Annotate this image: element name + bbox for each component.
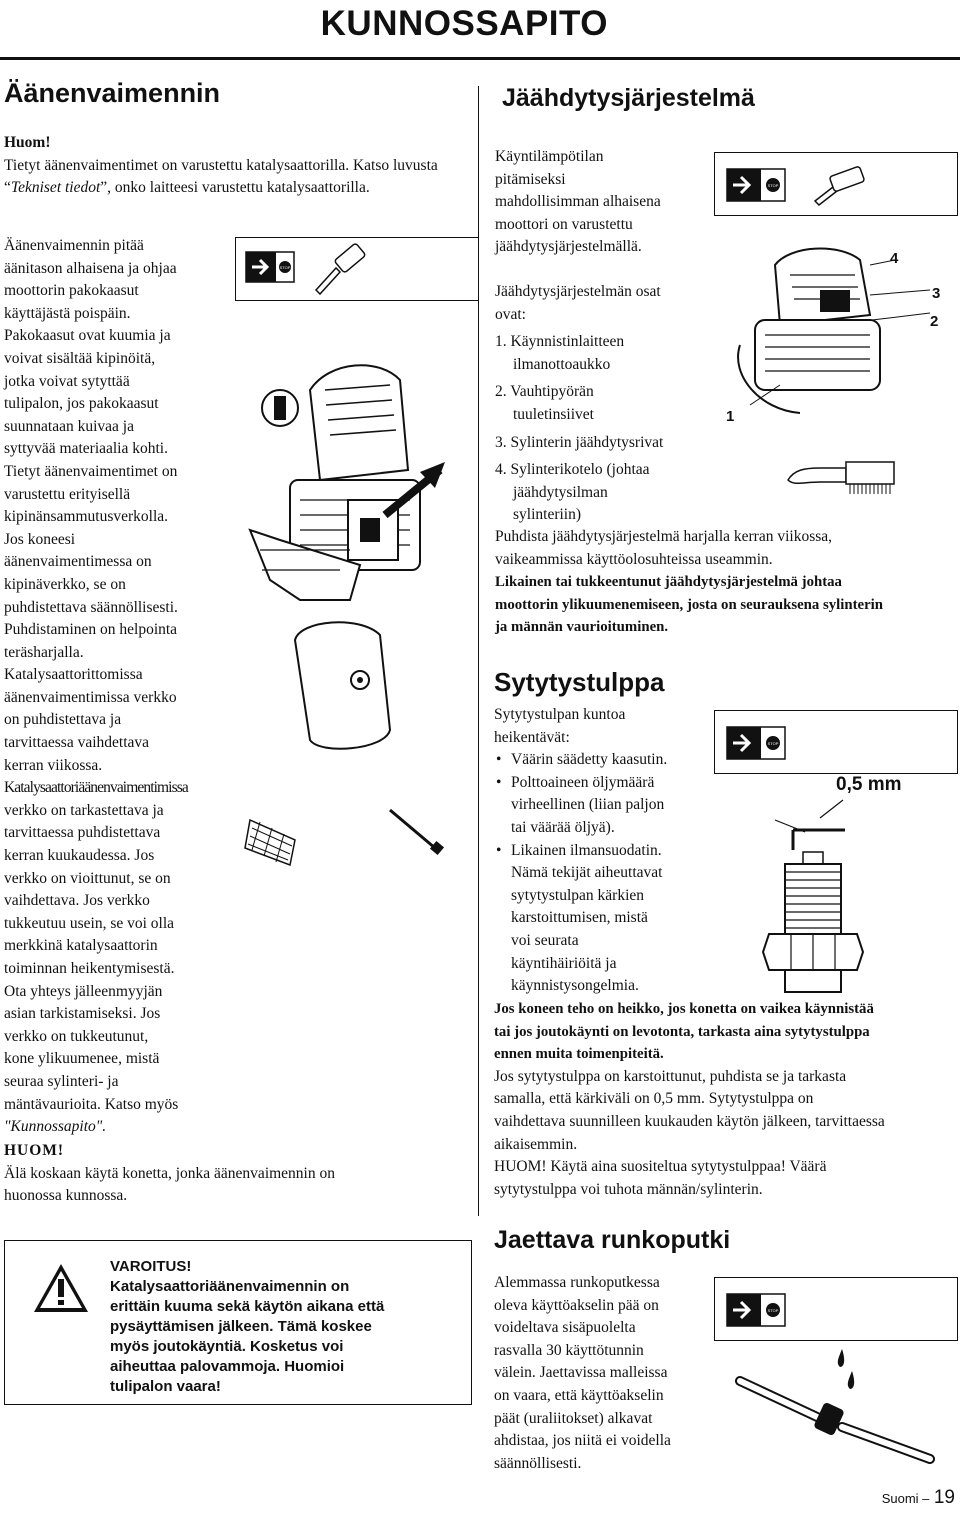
muffler-text-line: toiminnan heikentymisestä. <box>4 960 175 977</box>
cooling-clean-line: vaikeammissa käyttöolosuhteissa useammin. <box>495 550 773 568</box>
muffler-text-line: on puhdistettava ja <box>4 711 122 729</box>
muffler-text-line: kone ylikuumenee, mistä <box>4 1050 160 1068</box>
spark-body-line: samalla, että kärkiväli on 0,5 mm. Sytytystulppa on <box>494 1090 814 1108</box>
muffler-final-line: Älä koskaan käytä konetta, jonka äänenvaimennin on <box>4 1164 335 1182</box>
shaft-line: on vaara, että käyttöakselin <box>494 1386 664 1404</box>
warning-line: Katalysaattoriäänenvaimennin on <box>110 1278 350 1295</box>
svg-text:STOP: STOP <box>767 183 779 188</box>
muffler-illustration <box>240 350 476 870</box>
cooling-intro-line: Käyntilämpötilan <box>495 148 604 165</box>
muffler-intro <box>4 132 474 200</box>
svg-text:STOP: STOP <box>767 1308 779 1313</box>
shaft-line: säännöllisesti. <box>494 1454 582 1472</box>
muffler-text-line: tarvittaessa puhdistettava <box>4 824 161 842</box>
shaft-line: rasvalla 30 käyttötunnin <box>494 1341 644 1359</box>
warning-text <box>110 1257 384 1397</box>
cooling-part-item <box>495 331 725 376</box>
spark-body-line: sytytystulppa voi tuhota männän/sylinterin. <box>494 1180 763 1198</box>
cooling-intro-line: jäähdytysjärjestelmällä. <box>495 238 642 256</box>
shaft-line: välein. Jaettavissa malleissa <box>494 1364 668 1382</box>
section-heading-muffler: Äänenvaimennin <box>4 78 221 108</box>
cooling-clean-line: Puhdista jäähdytysjärjestelmä harjalla kerran viikossa, <box>495 528 833 545</box>
cooling-part-line: 4. Sylinterikotelo (johtaa <box>495 461 650 479</box>
spark-bold-line: ennen muita toimenpiteitä. <box>494 1046 664 1063</box>
muffler-text-line: verkko on tukkeutunut, <box>4 1027 149 1045</box>
spark-body-line: Jos sytytystulppa on karstoittunut, puhdista se ja tarkasta <box>494 1067 847 1085</box>
muffler-text-line: Puhdistaminen on helpointa <box>4 621 178 639</box>
muffler-text-line: kerran kuukaudessa. Jos <box>4 847 155 865</box>
warning-line: pysäyttämisen jälkeen. Tämä koskee <box>110 1318 372 1335</box>
muffler-text-line: varustettu erityisellä <box>4 485 131 503</box>
muffler-intro-text: Tietyt äänenvaimentimet on varustettu katalysaattorilla. Katso luvusta “Tekniset tiedot”, onko laitteesi varustettu katalysaattorilla. <box>4 156 438 197</box>
shaft-body <box>494 1272 724 1475</box>
footer-language: Suomi – <box>881 1491 930 1506</box>
spark-intro <box>494 704 709 998</box>
shaft-line: oleva käyttöakselin pää on <box>494 1296 659 1314</box>
spark-body-line: HUOM! Käytä aina suositeltua sytytystulppaa! Väärä <box>494 1158 827 1176</box>
footer-page-number: 19 <box>933 1487 955 1508</box>
notice-icon-shaft <box>714 1277 958 1341</box>
cooling-part-item <box>495 432 725 455</box>
muffler-text-line: kipinäverkko, se on <box>4 575 126 593</box>
label-4: 4 <box>890 250 899 267</box>
cooling-part-line: 1. Käynnistinlaitteen <box>495 333 625 351</box>
cooling-part-item <box>495 459 725 527</box>
muffler-text-line: vaihdettava. Jos verkko <box>4 892 150 910</box>
section-heading-cooling: Jäähdytysjärjestelmä <box>502 84 755 112</box>
cooling-part-line: 3. Sylinterin jäähdytysrivat <box>495 433 664 451</box>
muffler-text-line: äänitason alhaisena ja ohjaa <box>4 259 177 277</box>
muffler-text-line: kipinänsammutusverkolla. <box>4 508 169 526</box>
warning-title: VAROITUS! <box>110 1258 192 1275</box>
spark-bullet-line: voi seurata <box>511 931 579 949</box>
catalytic-line: Katalysaattoriäänenvaimentimissa <box>4 779 188 797</box>
muffler-final-line: huonossa kunnossa. <box>4 1187 128 1205</box>
spark-intro-line: Sytytystulpan kuntoa <box>494 706 626 723</box>
cooling-parts-intro-line: Jäähdytysjärjestelmän osat <box>495 283 661 300</box>
cooling-warning-line: Likainen tai tukkeentunut jäähdytysjärjestelmä johtaa <box>495 574 842 591</box>
muffler-text-line: verkko on tarkastettava ja <box>4 801 164 819</box>
cooling-part-line: jäähdytysilman <box>513 483 608 501</box>
spark-bullet-line: käyntihäiriöitä ja <box>511 954 617 972</box>
muffler-text-line: verkko on vioittunut, se on <box>4 869 171 887</box>
page-header-title: KUNNOSSAPITO <box>320 4 608 43</box>
spark-bold-line: tai jos joutokäynti on levotonta, tarkasta aina sytytystulppa <box>494 1023 870 1040</box>
label-3: 3 <box>932 285 941 302</box>
spark-plug-illustration <box>745 790 885 1000</box>
svg-text:STOP: STOP <box>279 265 291 270</box>
warning-line: myös joutokäyntiä. Kosketus voi <box>110 1338 344 1355</box>
label-1: 1 <box>726 408 735 425</box>
muffler-text-line: merkkinä katalysaattorin <box>4 937 158 955</box>
spark-bullet-item <box>511 749 709 772</box>
muffler-text-line: syttyvää materiaalia kohti. <box>4 440 168 458</box>
spark-bullet-item <box>511 840 709 998</box>
muffler-text-line: Pakokaasut ovat kuumia ja <box>4 327 171 345</box>
spark-bullet-line: Nämä tekijät aiheuttavat <box>511 864 663 882</box>
muffler-text-line: moottorin pakokaasut <box>4 282 139 300</box>
warning-line: tulipalon vaara! <box>110 1378 221 1395</box>
cooling-illustration <box>720 235 955 435</box>
cooling-intro-line: moottori on varustettu <box>495 215 633 233</box>
muffler-text-line: äänenvaimentimissa verkko <box>4 688 177 706</box>
muffler-text-line: käyttäjästä poispäin. <box>4 304 131 322</box>
spark-bullet-line: sytytystulpan kärkien <box>511 886 645 904</box>
cooling-parts-intro-line: ovat: <box>495 305 526 323</box>
cooling-clean-text <box>495 526 955 639</box>
spark-gap-label: 0,5 mm <box>836 774 902 795</box>
cooling-part-item <box>495 381 725 426</box>
shaft-line: ahdistaa, jos niitä ei voidella <box>494 1432 671 1450</box>
notice-icon-cooling <box>714 152 958 216</box>
huom-label: Huom! <box>4 134 51 151</box>
cooling-part-line: ilmanottoaukko <box>513 355 611 373</box>
muffler-text-line: tukkeutuu usein, se voi olla <box>4 914 175 932</box>
muffler-text-line: Äänenvaimennin pitää <box>4 237 144 254</box>
muffler-text-line: asian tarkistamiseksi. Jos <box>4 1005 161 1023</box>
shaft-line: voideltava sisäpuolelta <box>494 1319 636 1337</box>
cooling-intro <box>495 146 715 259</box>
muffler-text-line: voivat sisältää kipinöitä, <box>4 349 156 367</box>
muffler-text-line: tulipalon, jos pakokaasut <box>4 395 159 413</box>
cooling-part-line: sylinteriin) <box>513 506 582 524</box>
spark-body-line: aikaisemmin. <box>494 1135 578 1153</box>
spark-bullet-line: • Väärin säädetty kaasutin. <box>511 751 668 769</box>
muffler-text-line: Ota yhteys jälleenmyyjän <box>4 982 163 1000</box>
spark-bullet-line: • Likainen ilmansuodatin. <box>511 841 662 859</box>
spark-bullet-line: karstoittumisen, mistä <box>511 909 648 927</box>
cooling-warning-line: moottorin ylikuumenemiseen, josta on seurauksena sylinterin <box>495 596 884 613</box>
muffler-text-line: puhdistettava säännöllisesti. <box>4 598 178 616</box>
muffler-text-line: tarvittaessa vaihdettava <box>4 734 150 752</box>
muffler-text-line: äänenvaimentimessa on <box>4 553 152 571</box>
cooling-intro-line: pitämiseksi <box>495 170 566 188</box>
spark-bullet-line: tai väärää öljyä). <box>511 818 615 836</box>
section-heading-spark-plug: Sytytystulppa <box>494 667 665 697</box>
cooling-parts <box>495 281 725 527</box>
warning-line: erittäin kuuma sekä käytön aikana että <box>110 1298 385 1315</box>
brush-illustration <box>784 440 904 500</box>
muffler-text-line: seuraa sylinteri- ja <box>4 1072 119 1090</box>
muffler-body-narrow <box>4 235 232 1139</box>
shaft-illustration <box>720 1345 952 1465</box>
muffler-text-line: Jos koneesi <box>4 530 76 548</box>
muffler-text-line: Katalysaattorittomissa <box>4 666 143 684</box>
spark-bullet-line: käynnistysongelmia. <box>511 977 639 995</box>
shaft-line: Alemmassa runkoputkessa <box>494 1274 660 1291</box>
muffler-text-line: mäntävaurioita. Katso myös <box>4 1095 179 1113</box>
spark-bold-line: Jos koneen teho on heikko, jos konetta on vaikea käynnistää <box>494 1001 874 1017</box>
page-footer <box>882 1487 955 1509</box>
cooling-part-line: tuuletinsiivet <box>513 405 594 423</box>
muffler-text-line: suunnataan kuivaa ja <box>4 417 134 435</box>
notice-icon-spark <box>714 710 958 774</box>
shaft-line: päät (uraliitokset) alkavat <box>494 1409 653 1427</box>
muffler-text-line: jotka voivat sytyttää <box>4 372 130 390</box>
kunnossapito-ref: "Kunnossapito". <box>4 1118 107 1136</box>
label-2: 2 <box>930 313 939 330</box>
muffler-text-line: Tietyt äänenvaimentimet on <box>4 462 178 480</box>
svg-text:STOP: STOP <box>767 741 779 746</box>
muffler-final-note <box>4 1140 474 1208</box>
spark-intro-line: heikentävät: <box>494 728 570 746</box>
section-heading-shaft: Jaettava runkoputki <box>494 1226 731 1254</box>
warning-triangle-icon <box>32 1262 90 1314</box>
muffler-text-line: teräsharjalla. <box>4 643 84 661</box>
spark-body-line: vaihdettava suunnilleen kuukauden käytön jälkeen, tarvittaessa <box>494 1112 885 1130</box>
cooling-intro-line: mahdollisimman alhaisena <box>495 193 661 211</box>
header-rule <box>0 57 960 60</box>
notice-icon-muffler <box>235 237 479 301</box>
huom2-label: HUOM! <box>4 1142 65 1159</box>
cooling-part-line: 2. Vauhtipyörän <box>495 383 594 401</box>
spark-bullet-line: • Polttoaineen öljymäärä <box>511 773 655 791</box>
muffler-text-line: kerran viikossa. <box>4 756 103 774</box>
spark-body <box>494 998 956 1201</box>
cooling-warning-line: ja männän vaurioituminen. <box>495 619 669 636</box>
spark-bullet-item <box>511 772 709 840</box>
spark-bullet-line: virheellinen (liian paljon <box>511 796 665 814</box>
warning-line: aiheuttaa palovammoja. Huomioi <box>110 1358 345 1375</box>
